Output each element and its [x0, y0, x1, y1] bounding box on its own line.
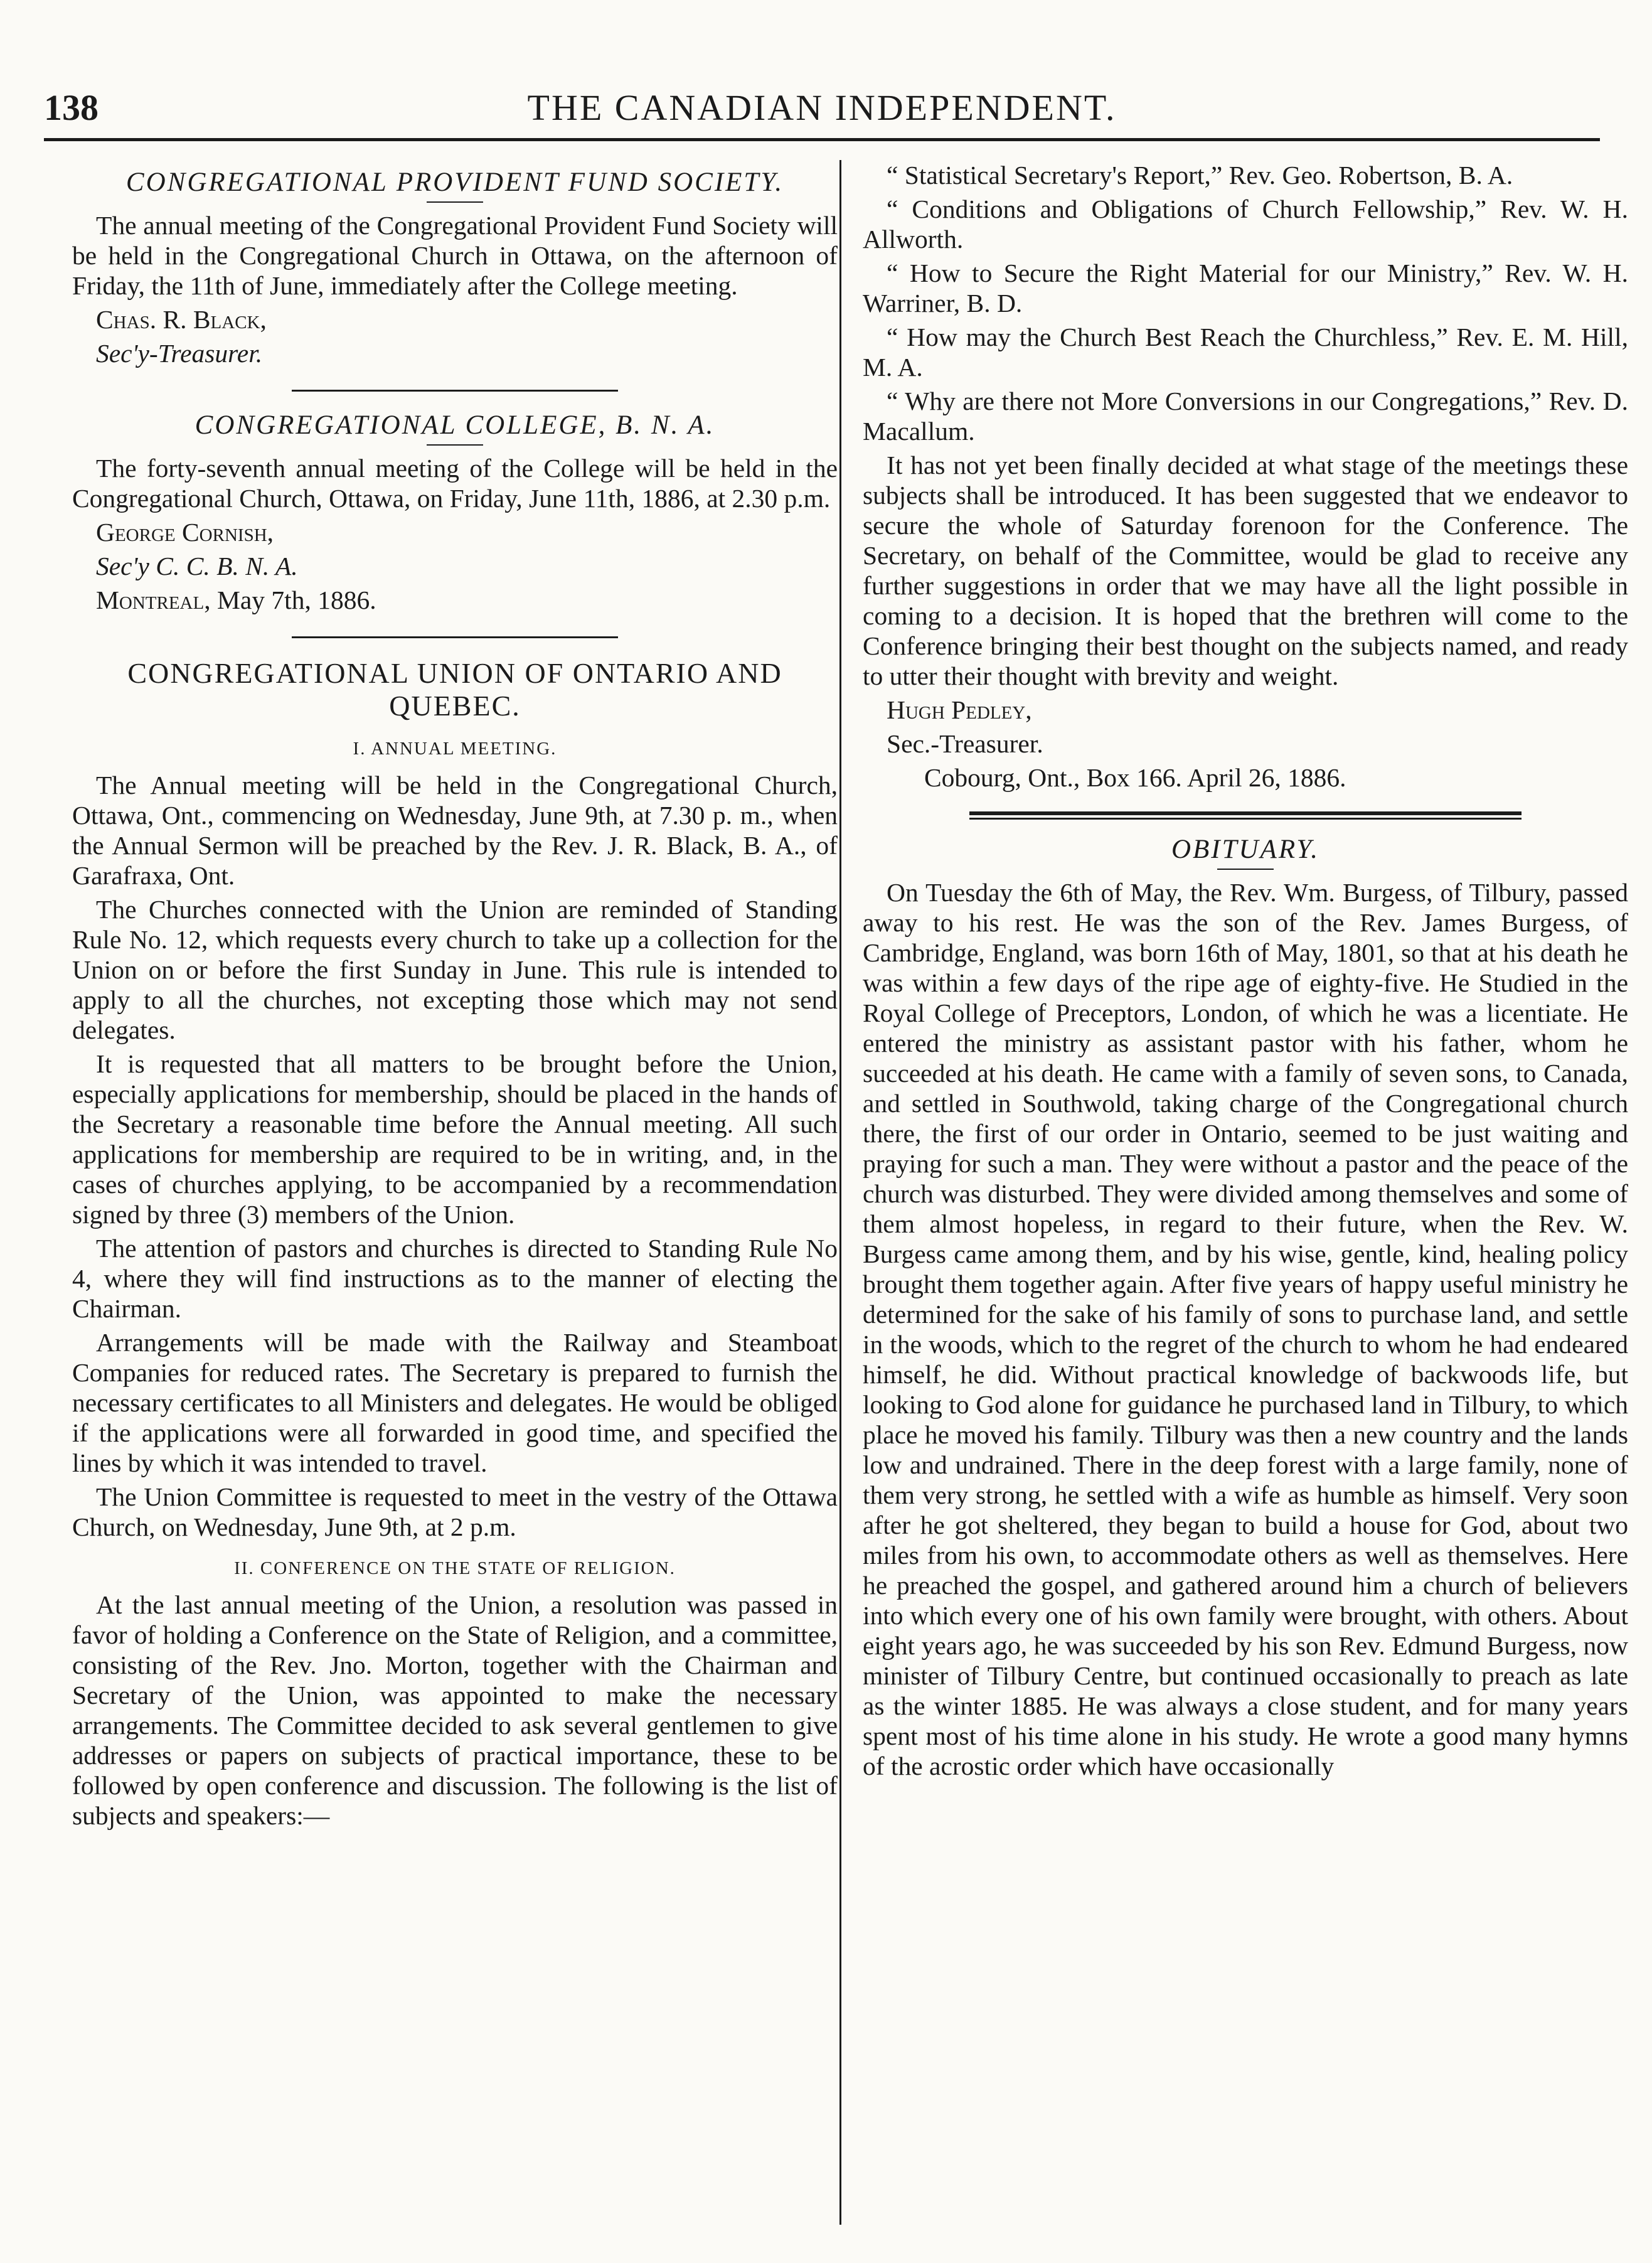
union-section1-heading: I. ANNUAL MEETING. [353, 739, 557, 759]
subject-item: “ Conditions and Obligations of Church Fellowship,” Rev. W. H. Allworth. [863, 195, 1628, 254]
union-paragraph: The attention of pastors and churches is directed to Standing Rule No 4, where they will find instructions as to the manner of electing the Chairman. [72, 1234, 838, 1323]
union-closing: It has not yet been finally decided at what stage of the meetings these subjects shall be introduced. It has been suggested that we endeavor to secure the whole of Saturday forenoon for the Conference. The Secretary, on behalf of the Committee, would be glad to receive any further suggestions in order that we may have all the light possible in coming to a decision. It is hoped that the brethren will come to the Conference bringing their best thought on the subjects named, and ready to utter their thought with brevity and weight. [863, 451, 1628, 690]
union-signature-title: Sec.-Treasurer. [887, 729, 1043, 758]
right-column [863, 160, 1628, 1785]
union-section2-heading: II. CONFERENCE ON THE STATE OF RELIGION. [234, 1558, 676, 1578]
union-signature-place: Cobourg, Ont., Box 166. April 26, 1886. [924, 763, 1346, 792]
provident-fund-signature-name: Chas. R. Black, [96, 305, 267, 334]
college-body: The forty-seventh annual meeting of the College will be held in the Congregational Church, Ottawa, on Friday, June 11th, 1886, at 2.30 p.m. [72, 454, 838, 513]
page-header [44, 82, 1600, 141]
provident-fund-body: The annual meeting of the Congregational Provident Fund Society will be held in the Congregational Church in Ottawa, on the afternoon of Friday, the 11th of June, immediately after the College meeting. [72, 211, 838, 300]
union-section2-intro: At the last annual meeting of the Union, a resolution was passed in favor of holding a Conference on the State of Religion, and a committee, consisting of the Rev. Jno. Morton, together with the Chairman and Secretary of the Union, was appointed to make the necessary arrangements. The Committee decided to ask several gentlemen to give addresses or papers on subjects of practical importance, these to be followed by open conference and discussion. The following is the list of subjects and speakers:— [72, 1590, 838, 1830]
union-paragraph: The Annual meeting will be held in the Congregational Church, Ottawa, Ont., commencing on Wednesday, June 9th, at 7.30 p. m., when the Annual Sermon will be preached by the Rev. J. R. Black, B. A., of Garafraxa, Ont. [72, 771, 838, 890]
subject-item: “ Why are there not More Conversions in our Congregations,” Rev. D. Macallum. [863, 387, 1628, 446]
union-paragraph: The Churches connected with the Union are reminded of Standing Rule No. 12, which requests every church to take up a collection for the Union on or before the first Sunday in June. This rule is intended to apply to all the churches, not excepting those which may not send delegates. [72, 895, 838, 1044]
double-rule [969, 811, 1521, 820]
union-paragraph: The Union Committee is requested to meet in the vestry of the Ottawa Church, on Wednesday, June 9th, at 2 p.m. [72, 1482, 838, 1541]
college-place: Montreal, [96, 586, 211, 614]
running-title: THE CANADIAN INDEPENDENT. [527, 87, 1117, 128]
provident-fund-title: CONGREGATIONAL PROVIDENT FUND SOCIETY. [125, 168, 784, 197]
title-dash [1217, 869, 1274, 870]
left-column [72, 160, 838, 1834]
college-date: May 7th, 1886. [216, 586, 376, 614]
page-number: 138 [44, 87, 99, 128]
section-separator [292, 636, 618, 638]
column-divider [839, 160, 841, 2225]
union-paragraph: It is requested that all matters to be brought before the Union, especially applications for membership, should be placed in the hands of the Secretary a reasonable time before the Annual meeting. All such applications for membership are required to be in writing, and, in the cases of churches applying, to be accompanied by a recommendation signed by three (3) members of the Union. [72, 1049, 838, 1229]
obituary-body: On Tuesday the 6th of May, the Rev. Wm. Burgess, of Tilbury, passed away to his rest. He was the son of the Rev. James Burgess, of Cambridge, England, was born 16th of May, 1801, so that at his death he was within a few days of the ripe age of eighty-five. He Studied in the Royal College of Preceptors, London, of which he was a licentiate. He entered the ministry as assistant pastor with his father, whom he succeeded at his death. He came with a family of seven sons, to Canada, and settled in Southwold, taking charge of the Congregational church there, the first of our order in Ontario, seemed to be just waiting and praying for such a man. They were without a pastor and the peace of the church was disturbed. They were divided among themselves and some of them almost hopeless, in regard to their future, when the Rev. W. Burgess came among them, and by his wise, gentle, kind, healing policy brought them together again. After five years of happy useful ministry he determined for the sake of his family of sons to purchase land, and settle in the woods, which to the regret of the church to whom he had endeared himself, he did. Without practical knowledge of backwoods life, but looking to God alone for guidance he purchased land in Tilbury, to which place he moved his family. Tilbury was then a new country and the lands low and undrained. There in the deep forest with a large family, none of them very strong, he settled with a wife as humble as himself. Very soon after he got sheltered, they began to build a house for God, about two miles from his own, to accommodate others as well as themselves. Here he preached the gospel, and gathered around him a church of believers into which every one of his own family were brought, with others. About eight years ago, he was succeeded by his son Rev. Edmund Burgess, now minister of Tilbury Centre, but continued occasionally to preach as late as the winter 1885. He was always a close student, and for many years spent most of his time alone in his study. He wrote a good many hymns of the acrostic order which have occasionally [863, 878, 1628, 1780]
college-signature-title: Sec'y C. C. B. N. A. [96, 552, 298, 580]
college-signature-name: George Cornish, [96, 518, 274, 547]
union-title: CONGREGATIONAL UNION OF ONTARIO AND QUEBEC. [127, 657, 782, 722]
union-paragraph: Arrangements will be made with the Railway and Steamboat Companies for reduced rates. The Secretary is prepared to furnish the necessary certificates to all Ministers and delegates. He would be obliged if the applications were all forwarded in good time, and specified the lines by which it was intended to travel. [72, 1328, 838, 1477]
subject-item: “ Statistical Secretary's Report,” Rev. Geo. Robertson, B. A. [887, 161, 1513, 190]
college-dateline [72, 585, 838, 615]
college-title: CONGREGATIONAL COLLEGE, B. N. A. [195, 410, 715, 440]
provident-fund-signature-title: Sec'y-Treasurer. [96, 339, 263, 368]
title-dash [427, 201, 483, 203]
subject-item: “ How to Secure the Right Material for our Ministry,” Rev. W. H. Warriner, B. D. [863, 259, 1628, 318]
section-separator [292, 390, 618, 392]
obituary-title: OBITUARY. [1171, 835, 1320, 864]
union-signature-name: Hugh Pedley, [887, 695, 1032, 724]
subject-item: “ How may the Church Best Reach the Churchless,” Rev. E. M. Hill, M. A. [863, 323, 1628, 382]
title-dash [427, 444, 483, 446]
